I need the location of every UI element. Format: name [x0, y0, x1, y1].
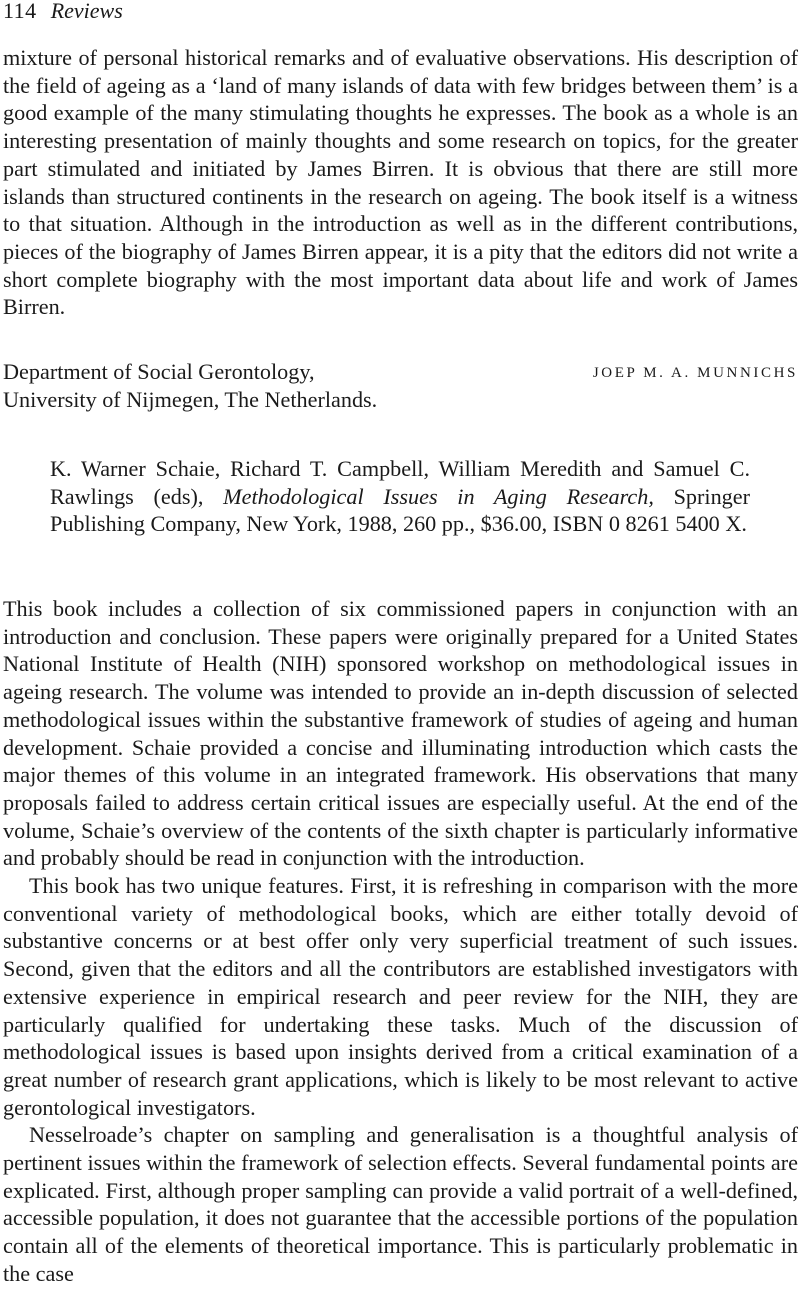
- text-line: description of the field of ageing as a ‘land of many islands of data with few: [3, 45, 799, 98]
- review-paragraph: This book has two unique features. First, it is refreshing in comparison with the more conventional variety of methodological books, which are either totally devoid of substantive concerns or at best offer only very superficial treatment of such issues. Second, given that the editors and all the contributors are established investigators with extensive experience in empirical research and peer review for the NIH, they are particularly qualified for undertaking these tasks. Much of the discussion of methodological issues is based upon insights derived from a critical examination of a great number of research grant applications, which is likely to be most relevant to active gerontological investigators.: [3, 873, 798, 1120]
- text-line: the editors did not write a short complete biography with the most important: [3, 238, 798, 292]
- text-line: thoughts and some research on topics, for the greater part stimulated and: [3, 128, 798, 181]
- section-title: Reviews: [50, 0, 123, 23]
- text-line: bridges between them’ is a good example of the many stimulating thoughts he: [3, 72, 799, 126]
- previous-review-paragraph: [3, 44, 798, 321]
- text-line: expresses. The book as a whole is an interesting presentation of mainly: [3, 100, 798, 154]
- book-publisher: Springer Publishing Company, New York, 1988, 260 pp., $36.00, ISBN 0 8261 5400 X.: [50, 483, 751, 537]
- previous-review-text: [3, 44, 798, 321]
- text-line: structured continents in the research on ageing. The book itself is a witness to: [3, 183, 798, 237]
- text-line: data about life and work of James Birren.: [3, 266, 798, 320]
- review-paragraph: Nesselroade’s chapter on sampling and generalisation is a thoughtful analysis of pertinent issues within the framework of selection effects. Several fundamental points are explicated. First, although proper sampling can provide a valid portrait of a well-defined, accessible population, it does not guarantee that the accessible portions of the population contain all of the elements of theoretical importance. This is particularly problematic in the case: [3, 1122, 798, 1286]
- book-title: Methodological Issues in Aging Research,: [223, 483, 654, 509]
- reviewer-signature: [3, 358, 798, 413]
- text-line: that situation. Although in the introduction as well as in the different: [28, 211, 667, 237]
- running-head: [3, 0, 123, 26]
- book-citation: [50, 455, 750, 538]
- review-paragraph: This book includes a collection of six commissioned papers in conjunction with an introduction and conclusion. These papers were originally prepared for a United States National Institute of Health (NIH) sponsored workshop on methodological issues in ageing research. The volume was intended to provide an in-depth discussion of selected methodological issues within the substantive framework of studies of ageing and human development. Schaie provided a concise and illuminating introduction which casts the major themes of this volume in an integrated framework. His observations that many proposals failed to address certain critical issues are especially useful. At the end of the volume, Schaie’s overview of the contents of the sixth chapter is particularly informative and probably should be read in conjunction with the introduction.: [3, 596, 798, 871]
- affiliation-line-2: University of Nijmegen, The Netherlands.: [3, 386, 378, 412]
- affiliation-line-1: Department of Social Gerontology,: [3, 359, 315, 384]
- reviewer-name: JOEP M. A. MUNNICHS: [592, 365, 798, 381]
- text-line: initiated by James Birren. It is obvious that there are still more islands than: [3, 155, 799, 209]
- text-line: mixture of personal historical remarks and of evaluative observations. His: [3, 45, 669, 70]
- page-number: 114: [3, 0, 37, 23]
- book-authors: K. Warner Schaie, Richard T. Campbell, William Meredith and Samuel C. Rawlings (eds),: [50, 456, 750, 509]
- review-body: [3, 595, 798, 1288]
- text-line: contributions, pieces of the biography of James Birren appear, it is a pity that: [3, 211, 799, 264]
